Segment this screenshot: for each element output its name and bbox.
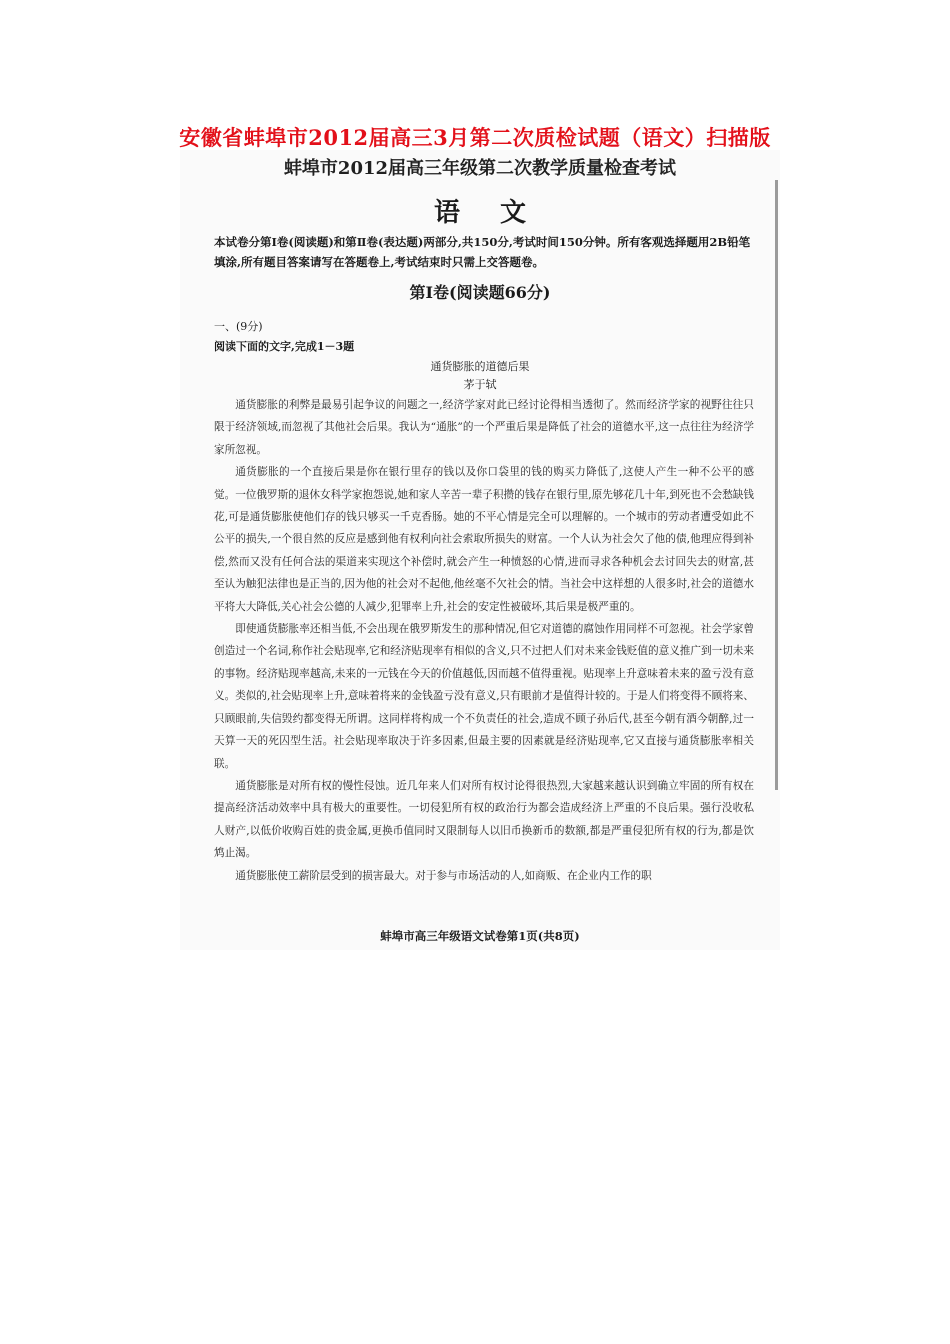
page-title: 安徽省蚌埠市2012届高三3月第二次质检试题（语文）扫描版: [179, 125, 771, 150]
page-footer: 蚌埠市高三年级语文试卷第1页(共8页): [380, 929, 580, 943]
subject-title: 语文: [433, 198, 566, 228]
article-paragraph: 通货膨胀使工薪阶层受到的损害最大。对于参与市场活动的人,如商贩、在企业内工作的职: [235, 869, 652, 882]
article-paragraph: 通货膨胀是对所有权的慢性侵蚀。近几年来人们对所有权讨论得很热烈,大家越来越认识到确立牢固的所有权在提高经济活动效率中具有极大的重要性。一切侵犯所有权的政治行为都会造成经济上严重的不良后果。强行没收私人财产,以低价收购百姓的贵金属,更换币值同时又限制每人以旧币换新币的数额,都是严重侵犯所有权的行为,都是饮鸩止渴。: [214, 779, 754, 860]
part-instruction: 阅读下面的文字,完成1－3题: [214, 340, 355, 353]
article-author: 茅于轼: [463, 378, 497, 391]
part-label: 一、(9分): [214, 320, 263, 333]
scan-edge-line: [775, 180, 778, 790]
section-title: 第Ⅰ卷(阅读题66分): [409, 283, 551, 302]
exam-header: 蚌埠市2012届高三年级第二次教学质量检查考试: [283, 158, 677, 179]
article-paragraph: 通货膨胀的利弊是最易引起争议的问题之一,经济学家对此已经讨论得相当透彻了。然而经济学家的视野往往只限于经济领域,而忽视了其他社会后果。我认为“通胀”的一个严重后果是降低了社会的道德水平,这一点往往为经济学家所忽视。: [214, 399, 754, 456]
article-body: [214, 394, 754, 887]
article-title: 通货膨胀的道德后果: [430, 360, 530, 373]
article-paragraph: 即使通货膨胀率还相当低,不会出现在俄罗斯发生的那种情况,但它对道德的腐蚀作用同样不可忽视。社会学家曾创造过一个名词,称作社会贴现率,它和经济贴现率有相似的含义,只不过把人们对未来金钱贬值的意义推广到一切未来的事物。经济贴现率越高,未来的一元钱在今天的价值越低,因而越不值得重视。贴现率上升意味着未来的盈亏没有意义。类似的,社会贴现率上升,意味着将来的金钱盈亏没有意义,只有眼前才是值得计较的。于是人们将变得不顾将来、只顾眼前,失信毁约都变得无所谓。这同样将构成一个不负责任的社会,造成不顾子孙后代,甚至今朝有酒今朝醉,过一天算一天的死囚型生活。社会贴现率取决于许多因素,但最主要的因素就是经济贴现率,它又直接与通货膨胀率相关联。: [214, 623, 754, 770]
article-paragraph: 通货膨胀的一个直接后果是你在银行里存的钱以及你口袋里的钱的购买力降低了,这使人产生一种不公平的感觉。一位俄罗斯的退休女科学家抱怨说,她和家人辛苦一辈子积攒的钱存在银行里,原先够花几十年,到死也不会愁缺钱花,可是通货膨胀使他们存的钱只够买一千克香肠。她的不平心情是完全可以理解的。一个城市的劳动者遭受如此不公平的损失,一个很自然的反应是感到他有权利向社会索取所损失的财富。一个人认为社会欠了他的债,他理应得到补偿,然而又没有任何合法的渠道来实现这个补偿时,就会产生一种愤怒的心情,进而寻求各种机会去讨回失去的财富,甚至认为触犯法律也是正当的,因为他的社会对不起他,他丝毫不欠社会的情。当社会中这样想的人很多时,社会的道德水平将大大降低,关心社会公德的人减少,犯罪率上升,社会的安定性被破坏,其后果是极严重的。: [214, 466, 754, 613]
exam-instructions: 本试卷分第Ⅰ卷(阅读题)和第Ⅱ卷(表达题)两部分,共150分,考试时间150分钟。所有客观选择题用2B铅笔填涂,所有题目答案请写在答题卷上,考试结束时只需上交答题卷。: [214, 235, 751, 269]
scanned-exam-page: [180, 150, 780, 950]
